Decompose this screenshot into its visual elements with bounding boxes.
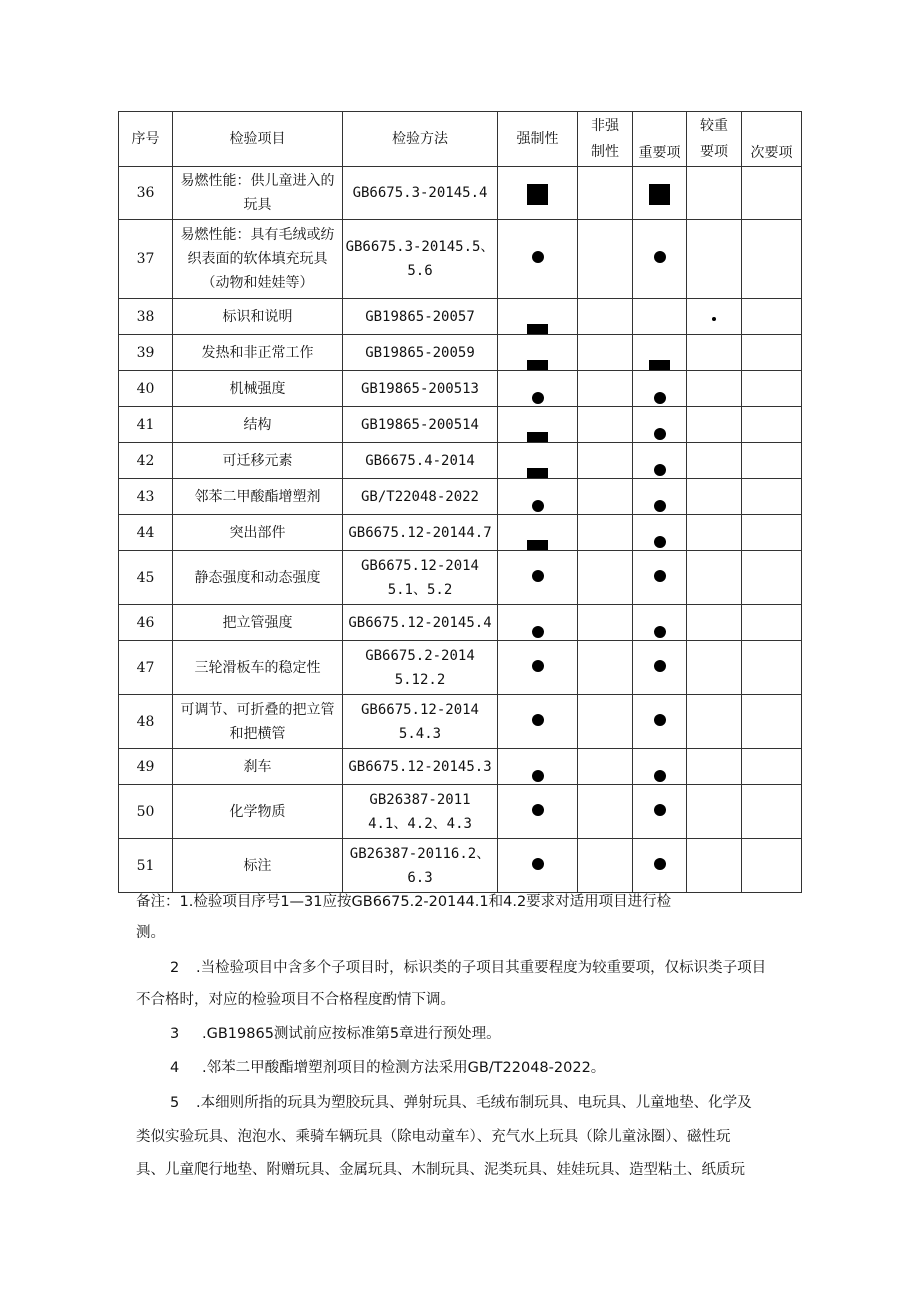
row-number: 51 — [119, 839, 173, 893]
inspection-item — [173, 839, 343, 893]
mark-cell-important — [633, 839, 687, 893]
inspection-method — [343, 641, 498, 695]
mark-cell-important — [633, 167, 687, 220]
inspection-method-line: GB6675.12-20145.4 — [348, 614, 492, 631]
inspection-item-line: 邻苯二甲酸酯增塑剂 — [194, 488, 321, 505]
small-dot-mark-icon — [712, 317, 716, 321]
dot-mark-icon — [654, 251, 666, 263]
mark-cell-mandatory — [498, 605, 578, 641]
mark-cell-fairly-important — [687, 605, 742, 641]
table-row — [119, 695, 802, 749]
mark-cell-non-mandatory — [578, 167, 633, 220]
row-number: 47 — [119, 641, 173, 695]
row-number: 42 — [119, 443, 173, 479]
mark-cell-fairly-important — [687, 371, 742, 407]
inspection-item-line: （动物和娃娃等） — [201, 275, 314, 291]
inspection-item — [173, 641, 343, 695]
note-2-text: .当检验项目中含多个子项目时，标识类的子项目其重要程度为较重要项，仅标识类子项目 — [196, 960, 767, 976]
inspection-method-line: 4.1、4.2、4.3 — [368, 815, 472, 832]
inspection-method — [343, 299, 498, 335]
mark-cell-non-mandatory — [578, 335, 633, 371]
mark-cell-non-mandatory — [578, 299, 633, 335]
mark-cell-fairly-important — [687, 443, 742, 479]
note-1: 备注：1.检验项目序号1—31应按GB6675.2-20144.1和4.2要求对适用项目进行检 — [136, 894, 672, 910]
mark-cell-minor — [742, 641, 802, 695]
inspection-item — [173, 220, 343, 299]
table-row — [119, 551, 802, 605]
note-4-text: .邻苯二甲酸酯增塑剂项目的检测方法采用GB/T22048-2022。 — [202, 1060, 606, 1076]
mark-cell-important — [633, 299, 687, 335]
dot-mark-icon — [532, 251, 544, 263]
mark-cell-minor — [742, 220, 802, 299]
dot-mark-icon — [654, 626, 666, 638]
mark-cell-fairly-important — [687, 220, 742, 299]
inspection-method — [343, 551, 498, 605]
inspection-method — [343, 443, 498, 479]
mark-cell-mandatory — [498, 407, 578, 443]
mark-cell-minor — [742, 299, 802, 335]
mark-cell-non-mandatory — [578, 641, 633, 695]
rect-mark-icon — [649, 360, 670, 370]
mark-cell-minor — [742, 443, 802, 479]
inspection-item — [173, 785, 343, 839]
mark-cell-minor — [742, 479, 802, 515]
inspection-item-line: 发热和非正常工作 — [201, 344, 314, 361]
mark-cell-fairly-important — [687, 695, 742, 749]
row-number: 48 — [119, 695, 173, 749]
inspection-table — [118, 111, 802, 893]
inspection-item — [173, 335, 343, 371]
row-number: 45 — [119, 551, 173, 605]
mark-cell-mandatory — [498, 299, 578, 335]
inspection-item — [173, 515, 343, 551]
inspection-method-line: GB26387-2011 — [369, 791, 471, 808]
row-number: 50 — [119, 785, 173, 839]
inspection-method — [343, 605, 498, 641]
mark-cell-mandatory — [498, 515, 578, 551]
inspection-item-line: 机械强度 — [229, 380, 286, 397]
mark-cell-minor — [742, 749, 802, 785]
mark-cell-minor — [742, 695, 802, 749]
table-body — [119, 167, 802, 893]
rect-mark-icon — [527, 468, 548, 478]
mark-cell-mandatory — [498, 749, 578, 785]
inspection-item-line: 把立管强度 — [222, 614, 293, 631]
mark-cell-minor — [742, 839, 802, 893]
note-5-continued-2: 具、儿童爬行地垫、附赠玩具、金属玩具、木制玩具、泥类玩具、娃娃玩具、造型粘土、纸质玩 — [136, 1162, 745, 1178]
mark-cell-mandatory — [498, 641, 578, 695]
header-minor-label: 次要项 — [750, 145, 793, 161]
mark-cell-mandatory — [498, 220, 578, 299]
mark-cell-non-mandatory — [578, 220, 633, 299]
mark-cell-important — [633, 515, 687, 551]
header-method: 检验方法 — [343, 112, 498, 167]
mark-cell-minor — [742, 407, 802, 443]
inspection-method-line: GB6675.12-2014 — [360, 557, 479, 574]
mark-cell-important — [633, 443, 687, 479]
header-non-mandatory — [578, 112, 633, 167]
mark-cell-fairly-important — [687, 749, 742, 785]
mark-cell-important — [633, 220, 687, 299]
inspection-method-line: GB26387-20116.2、 — [349, 845, 491, 862]
dot-mark-icon — [654, 392, 666, 404]
note-2 — [170, 956, 810, 980]
row-number: 49 — [119, 749, 173, 785]
inspection-item — [173, 167, 343, 220]
mark-cell-important — [633, 335, 687, 371]
mark-cell-fairly-important — [687, 335, 742, 371]
mark-cell-mandatory — [498, 785, 578, 839]
dot-mark-icon — [532, 858, 544, 870]
dot-mark-icon — [532, 392, 544, 404]
inspection-method-line: GB6675.4-2014 — [365, 452, 475, 469]
inspection-method-line: GB6675.12-20145.3 — [348, 758, 492, 775]
inspection-method — [343, 167, 498, 220]
rect-mark-icon — [527, 324, 548, 334]
note-4 — [170, 1056, 605, 1080]
header-important-label: 重要项 — [638, 145, 681, 161]
inspection-item-line: 织表面的软体填充玩具 — [187, 251, 328, 267]
dot-mark-icon — [532, 570, 544, 582]
mark-cell-important — [633, 479, 687, 515]
inspection-method-line: 5.4.3 — [398, 725, 442, 742]
inspection-item-line: 化学物质 — [229, 803, 286, 820]
mark-cell-mandatory — [498, 839, 578, 893]
inspection-method-line: GB19865-200513 — [360, 380, 479, 397]
mark-cell-non-mandatory — [578, 695, 633, 749]
rect-mark-icon — [527, 360, 548, 370]
mark-cell-mandatory — [498, 167, 578, 220]
inspection-method — [343, 335, 498, 371]
note-2-continued: 不合格时，对应的检验项目不合格程度酌情下调。 — [136, 992, 455, 1008]
mark-cell-important — [633, 407, 687, 443]
note-5-number: 5 — [170, 1095, 180, 1111]
mark-cell-mandatory — [498, 695, 578, 749]
mark-cell-minor — [742, 551, 802, 605]
inspection-item-line: 刹车 — [243, 758, 272, 775]
inspection-method-line: 5.6 — [407, 263, 433, 279]
mark-cell-non-mandatory — [578, 749, 633, 785]
inspection-method — [343, 785, 498, 839]
row-number: 46 — [119, 605, 173, 641]
inspection-item-line: 玩具 — [243, 197, 272, 213]
mark-cell-non-mandatory — [578, 515, 633, 551]
square-mark-icon — [527, 184, 548, 205]
dot-mark-icon — [532, 626, 544, 638]
row-number: 36 — [119, 167, 173, 220]
table-row — [119, 407, 802, 443]
header-non-mandatory-line: 制性 — [591, 144, 619, 160]
row-number: 38 — [119, 299, 173, 335]
dot-mark-icon — [654, 536, 666, 548]
dot-mark-icon — [532, 714, 544, 726]
inspection-item-line: 标注 — [243, 857, 272, 874]
table-row — [119, 785, 802, 839]
note-1-continued: 测。 — [136, 925, 165, 941]
dot-mark-icon — [654, 570, 666, 582]
table-row — [119, 749, 802, 785]
inspection-method — [343, 220, 498, 299]
mark-cell-non-mandatory — [578, 443, 633, 479]
mark-cell-minor — [742, 515, 802, 551]
mark-cell-fairly-important — [687, 407, 742, 443]
inspection-method-line: 5.12.2 — [394, 671, 446, 688]
inspection-item — [173, 695, 343, 749]
inspection-item-line: 易燃性能：具有毛绒或纺 — [180, 227, 335, 243]
inspection-method — [343, 479, 498, 515]
inspection-method-line: 6.3 — [407, 869, 433, 886]
inspection-method-line: GB19865-200514 — [360, 416, 479, 433]
row-number: 44 — [119, 515, 173, 551]
mark-cell-minor — [742, 605, 802, 641]
dot-mark-icon — [654, 804, 666, 816]
mark-cell-fairly-important — [687, 479, 742, 515]
note-5-text: .本细则所指的玩具为塑胶玩具、弹射玩具、毛绒布制玩具、电玩具、儿童地垫、化学及 — [196, 1095, 752, 1111]
header-minor — [742, 112, 802, 167]
header-no: 序号 — [119, 112, 173, 167]
mark-cell-non-mandatory — [578, 371, 633, 407]
mark-cell-non-mandatory — [578, 605, 633, 641]
mark-cell-fairly-important — [687, 551, 742, 605]
table-header-row — [119, 112, 802, 167]
mark-cell-non-mandatory — [578, 407, 633, 443]
inspection-item — [173, 749, 343, 785]
table-row — [119, 641, 802, 695]
mark-cell-fairly-important — [687, 785, 742, 839]
mark-cell-important — [633, 371, 687, 407]
inspection-item-line: 和把横管 — [229, 725, 286, 742]
inspection-method — [343, 839, 498, 893]
dot-mark-icon — [532, 500, 544, 512]
inspection-item-line: 可调节、可折叠的把立管 — [180, 701, 335, 718]
header-mandatory: 强制性 — [498, 112, 578, 167]
mark-cell-non-mandatory — [578, 839, 633, 893]
mark-cell-important — [633, 641, 687, 695]
inspection-item — [173, 443, 343, 479]
mark-cell-minor — [742, 335, 802, 371]
note-3-text: .GB19865测试前应按标准第5章进行预处理。 — [202, 1026, 501, 1042]
mark-cell-mandatory — [498, 371, 578, 407]
inspection-item — [173, 605, 343, 641]
header-non-mandatory-line: 非强 — [591, 118, 619, 134]
table-row — [119, 299, 802, 335]
inspection-method — [343, 371, 498, 407]
mark-cell-important — [633, 605, 687, 641]
dot-mark-icon — [654, 858, 666, 870]
table-row — [119, 443, 802, 479]
table-row — [119, 479, 802, 515]
note-5 — [170, 1091, 810, 1115]
inspection-method-line: GB19865-20059 — [365, 344, 475, 361]
mark-cell-mandatory — [498, 479, 578, 515]
dot-mark-icon — [654, 464, 666, 476]
row-number: 37 — [119, 220, 173, 299]
square-mark-icon — [649, 184, 670, 205]
mark-cell-important — [633, 551, 687, 605]
mark-cell-important — [633, 785, 687, 839]
mark-cell-non-mandatory — [578, 785, 633, 839]
inspection-item — [173, 551, 343, 605]
inspection-method — [343, 407, 498, 443]
inspection-item-line: 突出部件 — [229, 524, 286, 541]
header-fairly-important — [687, 112, 742, 167]
row-number: 41 — [119, 407, 173, 443]
inspection-item — [173, 479, 343, 515]
inspection-method-line: GB/T22048-2022 — [360, 488, 479, 505]
inspection-item-line: 可迁移元素 — [222, 452, 293, 469]
header-item: 检验项目 — [173, 112, 343, 167]
row-number: 43 — [119, 479, 173, 515]
inspection-method — [343, 515, 498, 551]
mark-cell-minor — [742, 167, 802, 220]
table-row — [119, 605, 802, 641]
mark-cell-mandatory — [498, 443, 578, 479]
note-4-number: 4 — [170, 1060, 180, 1076]
inspection-item — [173, 407, 343, 443]
table-row — [119, 839, 802, 893]
inspection-method — [343, 749, 498, 785]
header-fairly-important-line: 较重 — [700, 118, 728, 134]
inspection-method-line: GB6675.12-2014 — [360, 701, 479, 718]
note-3 — [170, 1022, 501, 1046]
table-row — [119, 220, 802, 299]
header-important — [633, 112, 687, 167]
inspection-method-line: GB6675.3-20145.5、 — [345, 239, 495, 255]
mark-cell-fairly-important — [687, 839, 742, 893]
mark-cell-important — [633, 695, 687, 749]
inspection-item — [173, 371, 343, 407]
inspection-item-line: 三轮滑板车的稳定性 — [194, 659, 321, 676]
mark-cell-fairly-important — [687, 515, 742, 551]
row-number: 40 — [119, 371, 173, 407]
inspection-method-line: GB19865-20057 — [365, 308, 475, 325]
mark-cell-fairly-important — [687, 299, 742, 335]
dot-mark-icon — [654, 714, 666, 726]
inspection-item — [173, 299, 343, 335]
note-5-continued: 类似实验玩具、泡泡水、乘骑车辆玩具（除电动童车）、充气水上玩具（除儿童泳圈）、磁性玩 — [136, 1129, 731, 1145]
row-number: 39 — [119, 335, 173, 371]
table-row — [119, 167, 802, 220]
inspection-method — [343, 695, 498, 749]
inspection-item-line: 易燃性能：供儿童进入的 — [180, 173, 335, 189]
dot-mark-icon — [654, 500, 666, 512]
mark-cell-minor — [742, 371, 802, 407]
mark-cell-fairly-important — [687, 167, 742, 220]
inspection-method-line: 5.1、5.2 — [387, 581, 453, 598]
dot-mark-icon — [532, 770, 544, 782]
mark-cell-non-mandatory — [578, 551, 633, 605]
dot-mark-icon — [654, 428, 666, 440]
inspection-method-line: GB6675.2-2014 — [365, 647, 475, 664]
mark-cell-minor — [742, 785, 802, 839]
rect-mark-icon — [527, 540, 548, 550]
inspection-method-line: GB6675.3-20145.4 — [352, 185, 488, 201]
mark-cell-mandatory — [498, 551, 578, 605]
table-row — [119, 371, 802, 407]
mark-cell-fairly-important — [687, 641, 742, 695]
note-2-number: 2 — [170, 960, 180, 976]
dot-mark-icon — [654, 660, 666, 672]
inspection-item-line: 标识和说明 — [222, 308, 293, 325]
inspection-item-line: 静态强度和动态强度 — [194, 569, 321, 586]
mark-cell-non-mandatory — [578, 479, 633, 515]
header-fairly-important-line: 要项 — [700, 144, 728, 160]
inspection-item-line: 结构 — [243, 416, 272, 433]
note-3-number: 3 — [170, 1026, 180, 1042]
table-row — [119, 335, 802, 371]
mark-cell-mandatory — [498, 335, 578, 371]
table-row — [119, 515, 802, 551]
dot-mark-icon — [654, 770, 666, 782]
inspection-method-line: GB6675.12-20144.7 — [348, 524, 492, 541]
rect-mark-icon — [527, 432, 548, 442]
dot-mark-icon — [532, 660, 544, 672]
mark-cell-important — [633, 749, 687, 785]
dot-mark-icon — [532, 804, 544, 816]
